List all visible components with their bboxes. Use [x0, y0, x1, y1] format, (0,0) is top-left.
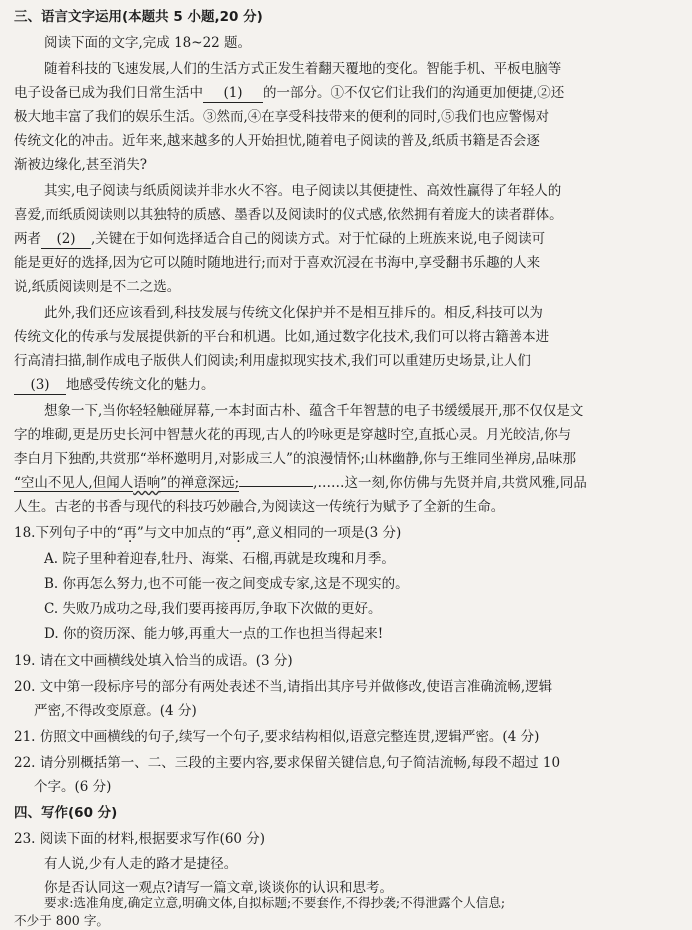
passage-p2-line1: 其实,电子阅读与纸质阅读并非水火不容。电子阅读以其便捷性、高效性赢得了年轻人的 [44, 183, 562, 199]
passage-p4-line1: 想象一下,当你轻轻触碰屏幕,一本封面古朴、蕴含千年智慧的电子书缓缓展开,那不仅仅是文 [44, 403, 584, 419]
question-18-option-c: C. 失败乃成功之母,我们要再接再厉,争取下次做的更好。 [44, 601, 382, 617]
text: ,……这一刻,你仿佛与先贤并肩,共赏风雅,同品 [313, 475, 587, 491]
passage-p2-line2: 喜爱,而纸质阅读则以其独特的质感、墨香以及阅读时的仪式感,依然拥有着庞大的读者群体。 [14, 207, 563, 223]
passage-p4-line4 [14, 474, 692, 492]
passage-p4-line3: 李白月下独酌,共赏那“举杯邀明月,对影成三人”的浪漫情怀;山林幽静,你与王维同坐禅房,品味那 [14, 451, 577, 467]
question-23-material-1: 有人说,少有人走的路才是捷径。 [44, 856, 238, 872]
passage-p3-line1: 此外,我们还应该看到,科技发展与传统文化保护并不是相互排斥的。相反,科技可以为 [44, 305, 543, 321]
wavy-underlined-word: 语响 [133, 475, 161, 491]
question-23-requirements-end: 不少于 800 字。 [14, 913, 110, 928]
question-23-requirements: 要求:选准角度,确定立意,明确文体,自拟标题;不要套作,不得抄袭;不得泄露个人信息; [44, 895, 506, 910]
reading-instruction: 阅读下面的文字,完成 18~22 题。 [44, 35, 252, 51]
question-22-line1: 22. 请分别概括第一、二、三段的主要内容,要求保留关键信息,句子简洁流畅,每段不超过 10 [14, 755, 561, 771]
passage-p1-line5: 渐被边缘化,甚至消失? [14, 157, 148, 173]
question-23-material-2: 你是否认同这一观点?请写一篇文章,谈谈你的认识和思考。 [44, 880, 394, 896]
text: ”与文中加点的“ [136, 525, 232, 541]
text: 的一部分。①不仅它们让我们的沟通更加便捷,②还 [263, 85, 565, 101]
passage-p1-line3: 极大地丰富了我们的娱乐生活。③然而,④在享受科技带来的便利的同时,⑤我们也应警惕对 [14, 109, 550, 125]
question-18-stem [14, 524, 692, 542]
dotted-char: 再 [123, 525, 137, 541]
question-20-line2: 严密,不得改变原意。(4 分) [34, 703, 197, 719]
question-18-option-a: A. 院子里种着迎春,牡丹、海棠、石榴,再就是玫瑰和月季。 [44, 551, 395, 567]
passage-p1-line4: 传统文化的冲击。近年来,越来越多的人开始担忧,随着电子阅读的普及,纸质书籍是否会逐 [14, 133, 540, 149]
text: ,关键在于如何选择适合自己的阅读方式。对于忙碌的上班族来说,电子阅读可 [91, 231, 546, 247]
blank-3: (3) [14, 376, 66, 395]
blank-1: (1) [203, 84, 263, 103]
underlined-sentence: “空山不见人,但闻人 [14, 475, 134, 491]
passage-p1-line2 [14, 84, 692, 103]
blank-2: (2) [41, 230, 91, 249]
text: 电子设备已成为我们日常生活中 [14, 85, 203, 101]
question-21: 21. 仿照文中画横线的句子,续写一个句子,要求结构相似,语意完整连贯,逻辑严密。(4 分) [14, 729, 540, 745]
underlined-sentence-end: ”的禅意深远; [160, 475, 240, 491]
passage-p4-line2: 字的堆砌,更是历史长河中智慧火花的再现,古人的吟咏更是穿越时空,直抵心灵。月光皎洁,你与 [14, 427, 572, 443]
text: 地感受传统文化的魅力。 [66, 377, 215, 393]
text: ”,意义相同的一项是(3 分) [245, 525, 402, 541]
text: 两者 [14, 231, 41, 247]
passage-p3-line4 [14, 376, 692, 395]
passage-p2-line4: 能是更好的选择,因为它可以随时随地进行;而对于喜欢沉浸在书海中,享受翻书乐趣的人来 [14, 255, 541, 271]
question-19: 19. 请在文中画横线处填入恰当的成语。(3 分) [14, 653, 293, 669]
question-20-line1: 20. 文中第一段标序号的部分有两处表述不当,请指出其序号并做修改,使语言准确流畅,逻辑 [14, 679, 553, 695]
passage-p1-line1: 随着科技的飞速发展,人们的生活方式正发生着翻天覆地的变化。智能手机、平板电脑等 [44, 61, 562, 77]
passage-p2-line5: 说,纸质阅读则是不二之选。 [14, 279, 181, 295]
question-22-line2: 个字。(6 分) [34, 779, 112, 795]
section-4-title: 四、写作(60 分) [14, 805, 118, 821]
passage-p3-line2: 传统文化的传承与发展提供新的平台和机遇。比如,通过数字化技术,我们可以将古籍善本进 [14, 329, 550, 345]
passage-p4-line5: 人生。古老的书香与现代的科技巧妙融合,为阅读这一传统行为赋予了全新的生命。 [14, 499, 505, 515]
passage-p3-line3: 行高清扫描,制作成电子版供人们阅读;利用虚拟现实技术,我们可以重建历史场景,让人们 [14, 353, 531, 369]
question-18-option-d: D. 你的资历深、能力够,再重大一点的工作也担当得起来! [44, 626, 384, 642]
text: 18.下列句子中的“ [14, 525, 124, 541]
passage-p2-line3 [14, 230, 692, 249]
blank-4 [239, 486, 313, 487]
section-3-title: 三、语言文字运用(本题共 5 小题,20 分) [14, 9, 263, 25]
dotted-char: 再 [231, 525, 246, 541]
question-23-stem: 23. 阅读下面的材料,根据要求写作(60 分) [14, 831, 266, 847]
question-18-option-b: B. 你再怎么努力,也不可能一夜之间变成专家,这是不现实的。 [44, 576, 409, 592]
